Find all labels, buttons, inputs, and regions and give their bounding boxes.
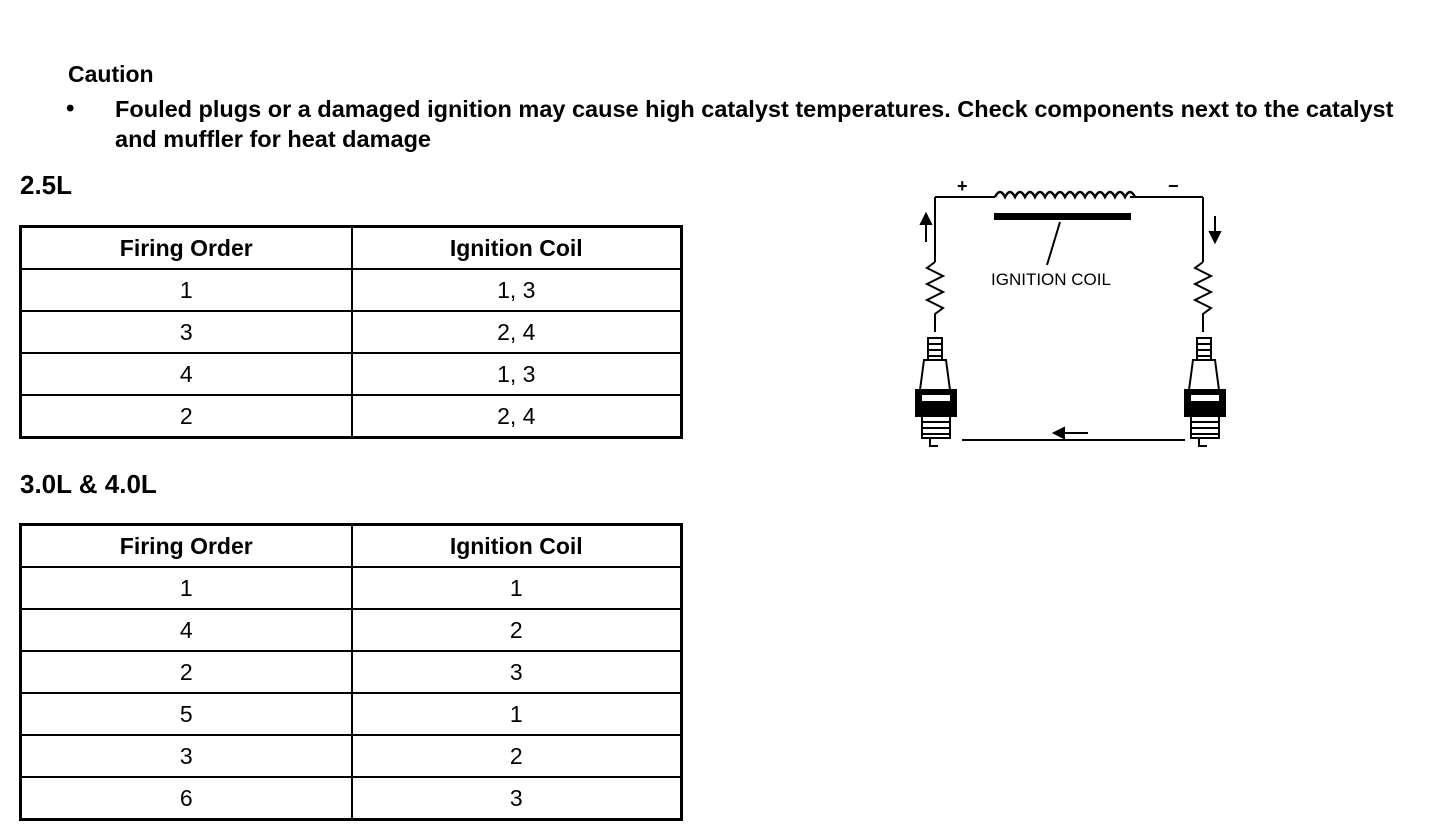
ignition-coil-cell: 1, 3 (352, 269, 682, 311)
table-row (21, 353, 682, 395)
coil-winding (995, 192, 1135, 197)
firing-order-cell: 2 (21, 651, 352, 693)
ignition-coil-cell: 2, 4 (352, 311, 682, 353)
firing-order-cell: 5 (21, 693, 352, 735)
left-spark-plug-icon (916, 338, 956, 446)
table-row (21, 395, 682, 438)
up-arrow-icon (921, 214, 931, 242)
firing-order-cell: 6 (21, 777, 352, 820)
ignition-coil-cell: 1 (352, 693, 682, 735)
ignition-circuit-diagram (900, 170, 1240, 480)
column-header-ignition-coil: Ignition Coil (352, 525, 682, 568)
ignition-coil-cell: 3 (352, 651, 682, 693)
table-row (21, 567, 682, 609)
left-arrow-icon (1054, 428, 1088, 438)
column-header-firing-order: Firing Order (21, 525, 352, 568)
ignition-coil-cell: 1, 3 (352, 353, 682, 395)
left-resistor (927, 262, 943, 332)
table-header-row (21, 525, 682, 568)
firing-order-cell: 1 (21, 567, 352, 609)
section-heading-3-0l-4-0l: 3.0L & 4.0L (20, 469, 157, 499)
firing-order-table-3-0l-4-0l (19, 523, 683, 821)
firing-order-table-2-5l (19, 225, 683, 439)
table-row (21, 693, 682, 735)
coil-core (995, 214, 1130, 219)
section-heading-2-5l: 2.5L (20, 170, 73, 200)
firing-order-cell: 3 (21, 735, 352, 777)
caution-text: Fouled plugs or a damaged ignition may cause high catalyst temperatures. Check components next to the catalyst and muffler for heat damage (115, 96, 1394, 152)
table-row (21, 609, 682, 651)
table-row (21, 735, 682, 777)
ignition-coil-cell: 3 (352, 777, 682, 820)
table-row (21, 269, 682, 311)
bullet-icon: • (66, 95, 75, 122)
firing-order-cell: 1 (21, 269, 352, 311)
table-row (21, 777, 682, 820)
coil-label: IGNITION COIL (991, 270, 1111, 289)
table-header-row (21, 227, 682, 270)
firing-order-cell: 4 (21, 609, 352, 651)
column-header-ignition-coil: Ignition Coil (352, 227, 682, 270)
caution-title: Caution (68, 61, 154, 87)
firing-order-cell: 3 (21, 311, 352, 353)
ignition-coil-cell: 1 (352, 567, 682, 609)
table-row (21, 311, 682, 353)
down-arrow-icon (1210, 216, 1220, 242)
firing-order-cell: 2 (21, 395, 352, 438)
table-row (21, 651, 682, 693)
firing-order-cell: 4 (21, 353, 352, 395)
minus-sign: − (1168, 176, 1179, 196)
right-resistor (1195, 262, 1211, 332)
ignition-coil-cell: 2 (352, 609, 682, 651)
column-header-firing-order: Firing Order (21, 227, 352, 270)
right-spark-plug-icon (1185, 338, 1225, 446)
plus-sign: + (957, 176, 968, 196)
ignition-coil-cell: 2 (352, 735, 682, 777)
coil-leader-line (1047, 222, 1060, 265)
ignition-coil-cell: 2, 4 (352, 395, 682, 438)
